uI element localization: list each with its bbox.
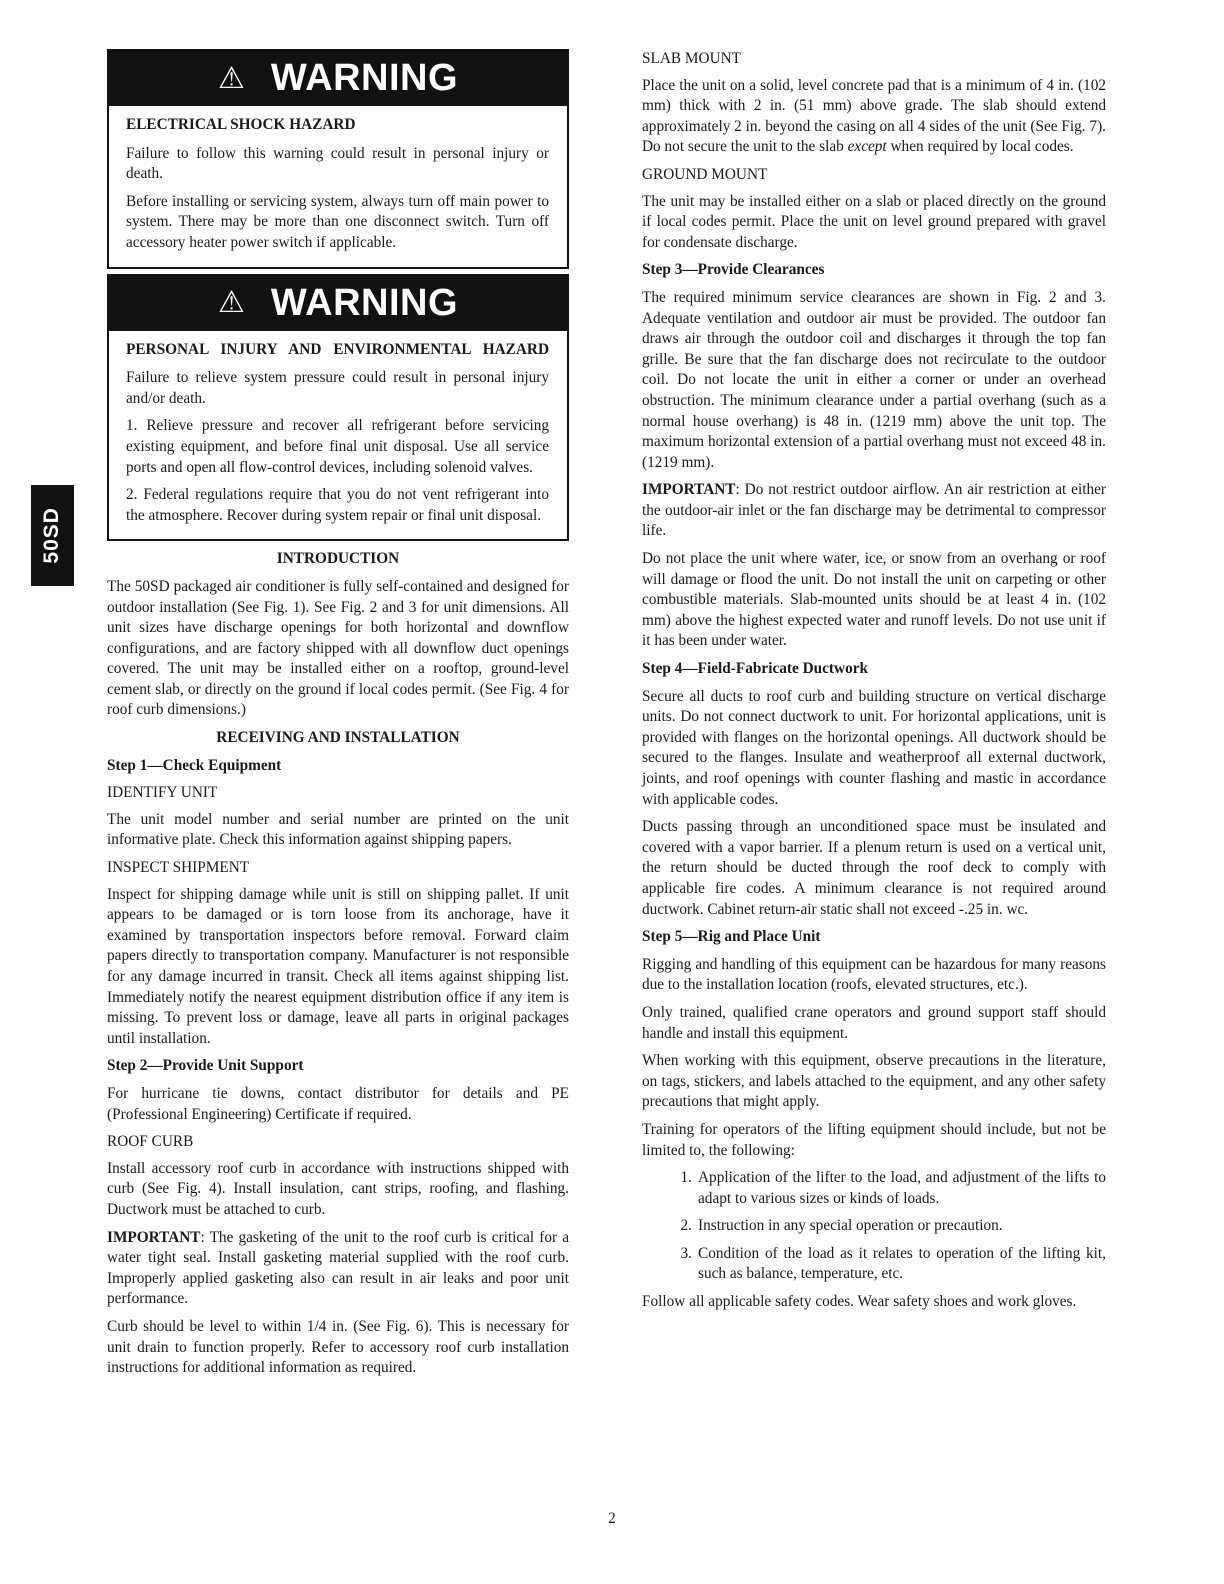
warning-heading: WARNING (270, 57, 459, 100)
hurricane-paragraph: For hurricane tie downs, contact distributor for details and PE (Professional Engineering) Certificate if required. (107, 1084, 569, 1123)
slab-mount-paragraph (642, 76, 1106, 158)
curb-level-paragraph: Curb should be level to within 1/4 in. (See Fig. 6). This is necessary for unit drain to function properly. Refer to accessory roof curb installation instructions for additional information as required. (107, 1317, 569, 1377)
warning-triangle-icon: ⚠ (217, 285, 245, 321)
roof-curb-paragraph: Install accessory roof curb in accordance with instructions shipped with curb (See Fig. 4). Install insulation, cant strips, roofing, and flashing. Ductwork must be attached to curb. (107, 1159, 569, 1218)
list-item-number: 3. (680, 1244, 692, 1262)
warning-heading: WARNING (270, 281, 459, 324)
list-item-text: Instruction in any special operation or precaution. (698, 1217, 1003, 1235)
step-5-heading: Step 5—Rig and Place Unit (642, 928, 821, 946)
page-number: 2 (608, 1510, 616, 1527)
left-column (107, 49, 569, 1386)
ground-mount-paragraph: The unit may be installed either on a slab or placed directly on the ground if local codes permit. Place the unit on level ground prepared with gravel for condensate discharge. (642, 192, 1106, 251)
step-4-heading: Step 4—Field-Fabricate Ductwork (642, 660, 869, 678)
side-tab-label: 50SD (40, 507, 64, 564)
follow-safety-paragraph: Follow all applicable safety codes. Wear safety shoes and work gloves. (642, 1293, 1077, 1311)
list-item-text: Condition of the load as it relates to operation of the lifting kit, such as balance, temperature, etc. (698, 1244, 1106, 1283)
ducts-paragraph: Ducts passing through an unconditioned space must be insulated and covered with a vapor barrier. If a plenum return is used on a vertical unit, the return should be ducted through the roof deck to comply with applicable fire codes. A minimum clearance is not required around ductwork. Cabinet return-air static shall not exceed -.25 in. wc. (642, 818, 1106, 918)
important-label: IMPORTANT (642, 481, 736, 499)
training-paragraph: Training for operators of the lifting equipment should include, but not be limited to, the following: (642, 1120, 1106, 1159)
warning-body (109, 331, 567, 540)
important-airflow-paragraph (642, 480, 1106, 542)
trained-paragraph: Only trained, qualified crane operators and ground support staff should handle and install this equipment. (642, 1003, 1106, 1042)
warning-paragraph: 2. Federal regulations require that you do not vent refrigerant into the atmosphere. Recover during system repair or final unit disposal. (126, 486, 549, 524)
step-3-heading: Step 3—Provide Clearances (642, 261, 825, 279)
introduction-paragraph: The 50SD packaged air conditioner is fully self-contained and designed for outdoor installation (See Fig. 1). See Fig. 2 and 3 for unit dimensions. All unit sizes have discharge openings for both horizontal and downflow configurations, and are factory shipped with all downflow duct openings covered. The unit may be installed either on a rooftop, ground-level cement slab, or directly on the ground if local codes permit. (See Fig. 4 for roof curb dimensions.) (107, 577, 569, 719)
list-item (642, 1216, 1106, 1237)
identify-unit-paragraph: The unit model number and serial number are printed on the unit informative plate. Check this information against shipping papers. (107, 810, 569, 849)
slab-text-part: Place the unit on a solid, level concrete pad that is a minimum of 4 in. (102 mm) thick with 2 in. (51 mm) above grade. The slab should extend approximately 2 in. beyond the casing on all 4 sides of the unit (See Fig. 7). Do not secure the unit to the slab (642, 76, 1106, 156)
important-label: IMPORTANT (107, 1228, 201, 1246)
inspect-shipment-paragraph: Inspect for shipping damage while unit is still on shipping pallet. If unit appears to be damaged or is torn loose from its anchorage, have it examined by transportation inspectors before removal. Forward claim papers directly to transportation company. Manufacturer is not responsible for any damage incurred in transit. Check all items against shipping list. Immediately notify the nearest equipment distribution office if any item is missing. To prevent loss or damage, leave all parts in original packages until installation. (107, 885, 569, 1047)
list-item (642, 1244, 1106, 1285)
warning-paragraph: Failure to relieve system pressure could result in personal injury and/or death. (126, 369, 549, 407)
clearances-paragraph: The required minimum service clearances are shown in Fig. 2 and 3. Adequate ventilation and outdoor air must be provided. The outdoor fan draws air through the outdoor coil and discharges it through the top fan grille. Be sure that the fan discharge does not recirculate to the outdoor coil. Do not locate the unit in either a corner or under an overhead obstruction. The minimum clearance under a partial overhang (such as a normal house overhang) is 48 in. (1219 mm) above the unit top. The maximum horizontal extension of a partial overhang must not exceed 48 in. (1219 mm). (642, 288, 1106, 471)
warning-title: ELECTRICAL SHOCK HAZARD (126, 116, 356, 133)
warning-paragraph: 1. Relieve pressure and recover all refrigerant before servicing existing equipment, and before final unit disposal. Use all service ports and open all flow-control devices, including solenoid valves. (126, 417, 549, 476)
list-item-number: 2. (680, 1217, 692, 1235)
warning-body (109, 106, 567, 267)
training-list (642, 1168, 1106, 1285)
warning-title: PERSONAL INJURY AND ENVIRONMENTAL HAZARD (126, 340, 549, 358)
inspect-shipment-subheading: INSPECT SHIPMENT (107, 859, 250, 877)
ductwork-paragraph: Secure all ducts to roof curb and building structure on vertical discharge units. Do not connect ductwork to unit. For horizontal applications, unit is provided with flanges on the horizontal openings. All ductwork should be secured to the flanges. Insulate and weatherproof all external ductwork, joints, and roof openings with counter flashing and mastic in accordance with applicable codes. (642, 687, 1106, 808)
roof-curb-subheading: ROOF CURB (107, 1133, 194, 1151)
list-item-text: Application of the lifter to the load, and adjustment of the lifts to adapt to various sizes or kinds of loads. (698, 1169, 1106, 1207)
important-gasketing-paragraph (107, 1228, 569, 1310)
step-1-heading: Step 1—Check Equipment (107, 756, 282, 774)
right-column (642, 49, 1106, 1320)
list-item-number: 1. (680, 1169, 692, 1187)
important-text: : Do not restrict outdoor airflow. An air restriction at either the outdoor-air inlet or the fan discharge may be detrimental to compressor life. (642, 481, 1106, 540)
rigging-paragraph: Rigging and handling of this equipment can be hazardous for many reasons due to the installation location (roofs, elevated structures, etc.). (642, 955, 1106, 994)
ground-mount-subheading: GROUND MOUNT (642, 165, 768, 183)
slab-mount-subheading: SLAB MOUNT (642, 50, 742, 67)
warning-box-electrical (107, 49, 569, 269)
precautions-paragraph: When working with this equipment, observe precautions in the literature, on tags, stickers, and labels attached to the equipment, and any other safety precautions that might apply. (642, 1052, 1106, 1111)
slab-except-emphasis: except (847, 138, 887, 156)
section-side-tab (31, 485, 74, 586)
warning-paragraph: Failure to follow this warning could result in personal injury or death. (126, 144, 549, 183)
receiving-installation-heading: RECEIVING AND INSTALLATION (216, 729, 460, 747)
overhang-paragraph: Do not place the unit where water, ice, or snow from an overhang or roof will damage or flood the unit. Do not install the unit on carpeting or other combustible materials. Slab-mounted units should be at least 4 in. (102 mm) above the highest expected water and runoff levels. Do not use unit if it has been under water. (642, 550, 1106, 650)
identify-unit-subheading: IDENTIFY UNIT (107, 784, 218, 802)
warning-header (109, 276, 567, 331)
warning-paragraph: Before installing or servicing system, always turn off main power to system. There may be more than one disconnect switch. Turn off accessory heater power switch if applicable. (126, 192, 549, 251)
warning-triangle-icon: ⚠ (217, 60, 245, 96)
warning-header (109, 51, 567, 106)
slab-text-part: when required by local codes. (886, 138, 1074, 156)
list-item (642, 1168, 1106, 1209)
important-text: : The gasketing of the unit to the roof curb is critical for a water tight seal. Install gasketing material supplied with the roof curb. Improperly applied gasketing also can result in air leaks and poor unit performance. (107, 1228, 569, 1308)
introduction-heading: INTRODUCTION (276, 550, 400, 568)
warning-box-personal-injury (107, 274, 569, 542)
step-2-heading: Step 2—Provide Unit Support (107, 1057, 304, 1075)
